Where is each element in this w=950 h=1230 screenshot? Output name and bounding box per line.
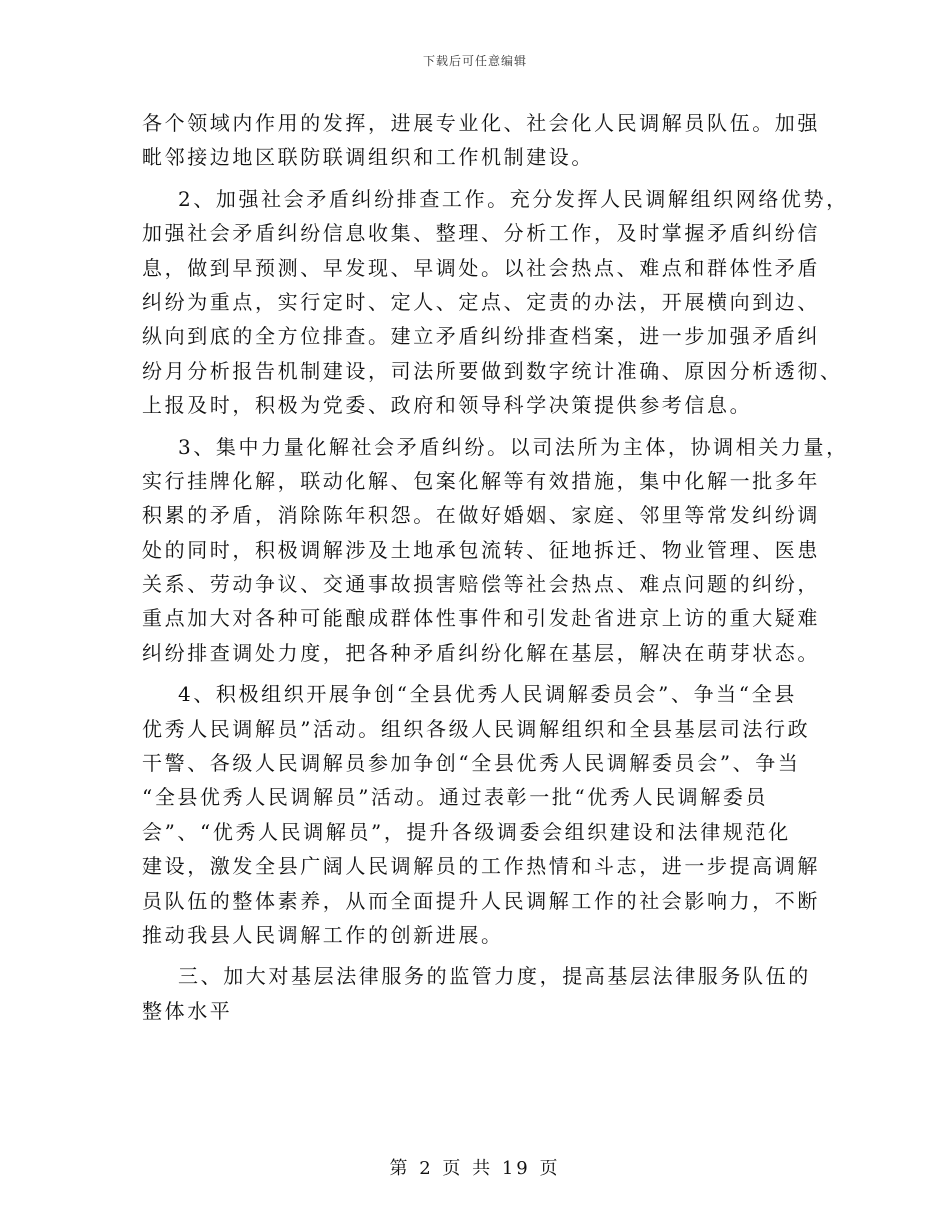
body-line: 实行挂牌化解，联动化解、包案化解等有效措施，集中化解一批多年: [142, 468, 820, 493]
body-line: 建设，激发全县广阔人民调解员的工作热情和斗志，进一步提高调解: [142, 854, 820, 879]
body-line: 各个领域内作用的发挥，进展专业化、社会化人民调解员队伍。加强: [142, 111, 820, 135]
page-number: 第 2 页 共 19 页: [389, 1158, 561, 1179]
body-line: 上报及时，积极为党委、政府和领导科学决策提供参考信息。: [142, 393, 753, 418]
body-line: 关系、劳动争议、交通事故损害赔偿等社会热点、难点问题的纠纷，: [142, 572, 820, 597]
paragraph-4-start: 4、积极组织开展争创“全县优秀人民调解委员会”、争当“全县: [178, 682, 797, 707]
page-header: 下载后可任意编辑: [422, 54, 527, 68]
body-line: 纵向到底的全方位排查。建立矛盾纠纷排查档案，进一步加强矛盾纠: [142, 324, 820, 349]
section-heading: 三、加大对基层法律服务的监管力度，提高基层法律服务队伍的: [178, 964, 811, 989]
body-line: 优秀人民调解员”活动。组织各级人民调解组织和全县基层司法行政: [142, 716, 811, 741]
body-line: 息，做到早预测、早发现、早调处。以社会热点、难点和群体性矛盾: [142, 255, 820, 280]
body-line: 纠纷排查调处力度，把各种矛盾纠纷化解在基层，解决在萌芽状态。: [142, 640, 820, 665]
body-line: 推动我县人民调解工作的创新进展。: [142, 922, 504, 947]
body-line: 加强社会矛盾纠纷信息收集、整理、分析工作，及时掌握矛盾纠纷信: [142, 221, 820, 246]
paragraph-2-start: 2、加强社会矛盾纠纷排查工作。充分发挥人民调解组织网络优势，: [178, 186, 849, 211]
section-heading-cont: 整体水平: [142, 998, 233, 1023]
body-line: 毗邻接边地区联防联调组织和工作机制建设。: [142, 145, 594, 170]
body-line: “全县优秀人民调解员”活动。通过表彰一批“优秀人民调解委员: [142, 785, 769, 810]
body-line: 员队伍的整体素养，从而全面提升人民调解工作的社会影响力，不断: [142, 888, 820, 913]
body-line: 纠纷为重点，实行定时、定人、定点、定责的办法，开展横向到边、: [142, 289, 820, 314]
body-line: 重点加大对各种可能酿成群体性事件和引发赴省进京上访的重大疑难: [142, 606, 820, 631]
body-line: 会”、“优秀人民调解员”，提升各级调委会组织建设和法律规范化: [142, 819, 791, 844]
body-line: 干警、各级人民调解员参加争创“全县优秀人民调解委员会”、争当: [142, 751, 801, 776]
body-line: 积累的矛盾，消除陈年积怨。在做好婚姻、家庭、邻里等常发纠纷调: [142, 503, 820, 528]
document-body: [142, 106, 849, 1028]
body-line: 纷月分析报告机制建设，司法所要做到数字统计准确、原因分析透彻、: [142, 358, 843, 383]
paragraph-3-start: 3、集中力量化解社会矛盾纠纷。以司法所为主体，协调相关力量，: [178, 434, 849, 459]
body-line: 处的同时，积极调解涉及土地承包流转、征地拆迁、物业管理、医患: [142, 537, 820, 562]
